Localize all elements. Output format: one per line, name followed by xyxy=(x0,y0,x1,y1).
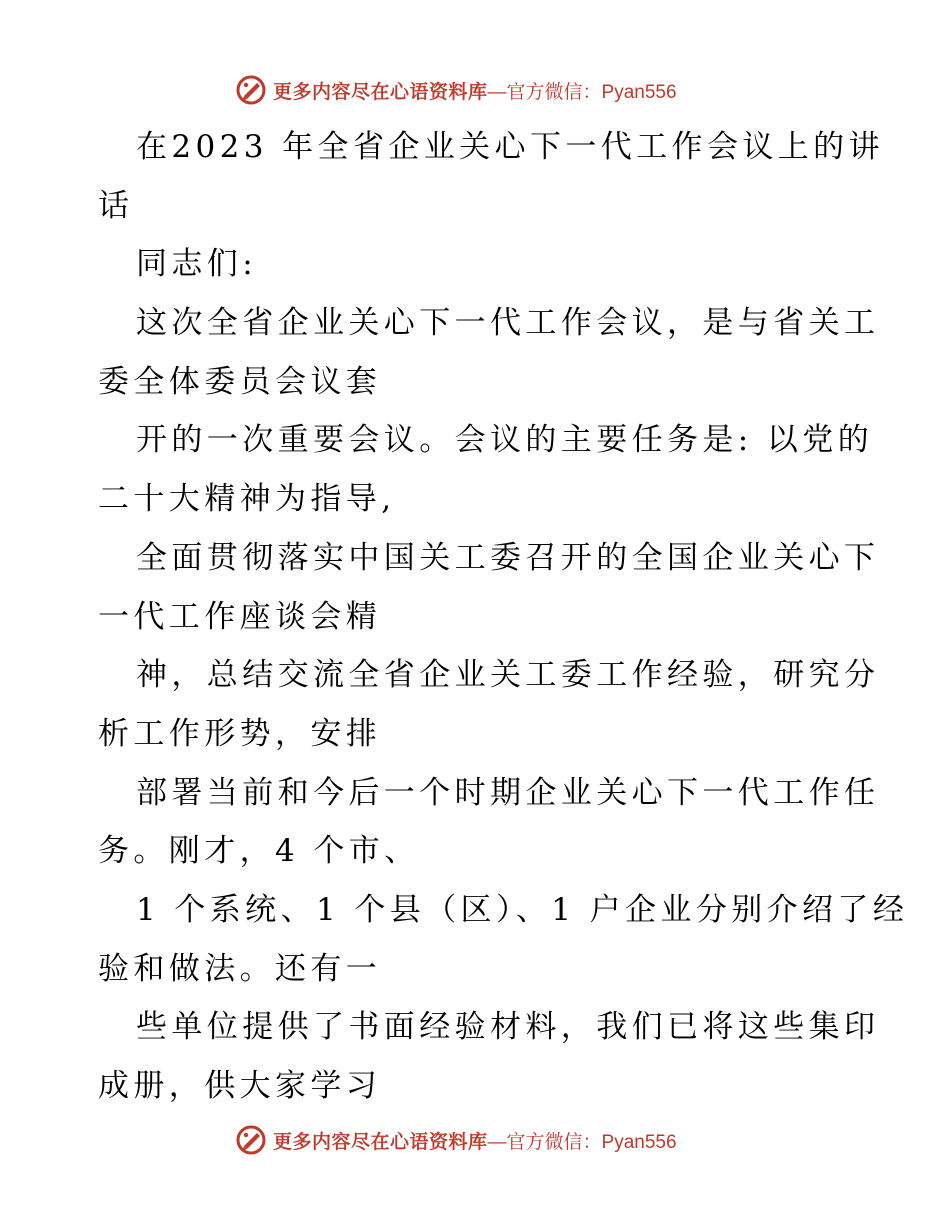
text-line: 些单位提供了书面经验材料，我们已将这些集印 xyxy=(136,1009,880,1046)
brand-logo-icon xyxy=(235,74,267,106)
watermark-contact: —官方微信：Pyan556 xyxy=(487,81,677,103)
text-line: 析工作形势，安排 xyxy=(98,715,382,752)
text-line: 1 个系统、1 个县（区）、1 户企业分别介绍了经 xyxy=(136,891,909,928)
watermark-brand: 更多内容尽在心语资料库 xyxy=(273,80,488,103)
salutation: 同志们: xyxy=(136,246,258,283)
brand-logo-icon xyxy=(235,1124,267,1156)
text-line: 全面贯彻落实中国关工委召开的全国企业关心下 xyxy=(136,539,880,576)
text-line: 在2023 年全省企业关心下一代工作会议上的讲 xyxy=(136,129,884,165)
watermark-banner-top xyxy=(235,72,677,108)
text-line: 部署当前和今后一个时期企业关心下一代工作任 xyxy=(136,774,880,811)
text-line: 话 xyxy=(98,187,134,224)
document-body xyxy=(98,118,909,1116)
text-line: 一代工作座谈会精 xyxy=(98,598,382,635)
text-line: 验和做法。还有一 xyxy=(98,950,382,987)
watermark-contact: —官方微信：Pyan556 xyxy=(487,1131,677,1153)
text-line: 务。刚才，4 个市、 xyxy=(98,833,420,870)
watermark-brand: 更多内容尽在心语资料库 xyxy=(273,1130,488,1153)
text-line: 二十大精神为指导, xyxy=(98,481,396,518)
text-line: 这次全省企业关心下一代工作会议，是与省关工 xyxy=(136,305,880,342)
text-line: 神，总结交流全省企业关工委工作经验，研究分 xyxy=(136,657,880,694)
text-line: 成册，供大家学习 xyxy=(98,1068,382,1104)
watermark-banner-bottom xyxy=(235,1122,677,1158)
text-line: 委全体委员会议套 xyxy=(98,363,382,400)
text-line: 开的一次重要会议。会议的主要任务是: 以党的 xyxy=(136,422,874,459)
